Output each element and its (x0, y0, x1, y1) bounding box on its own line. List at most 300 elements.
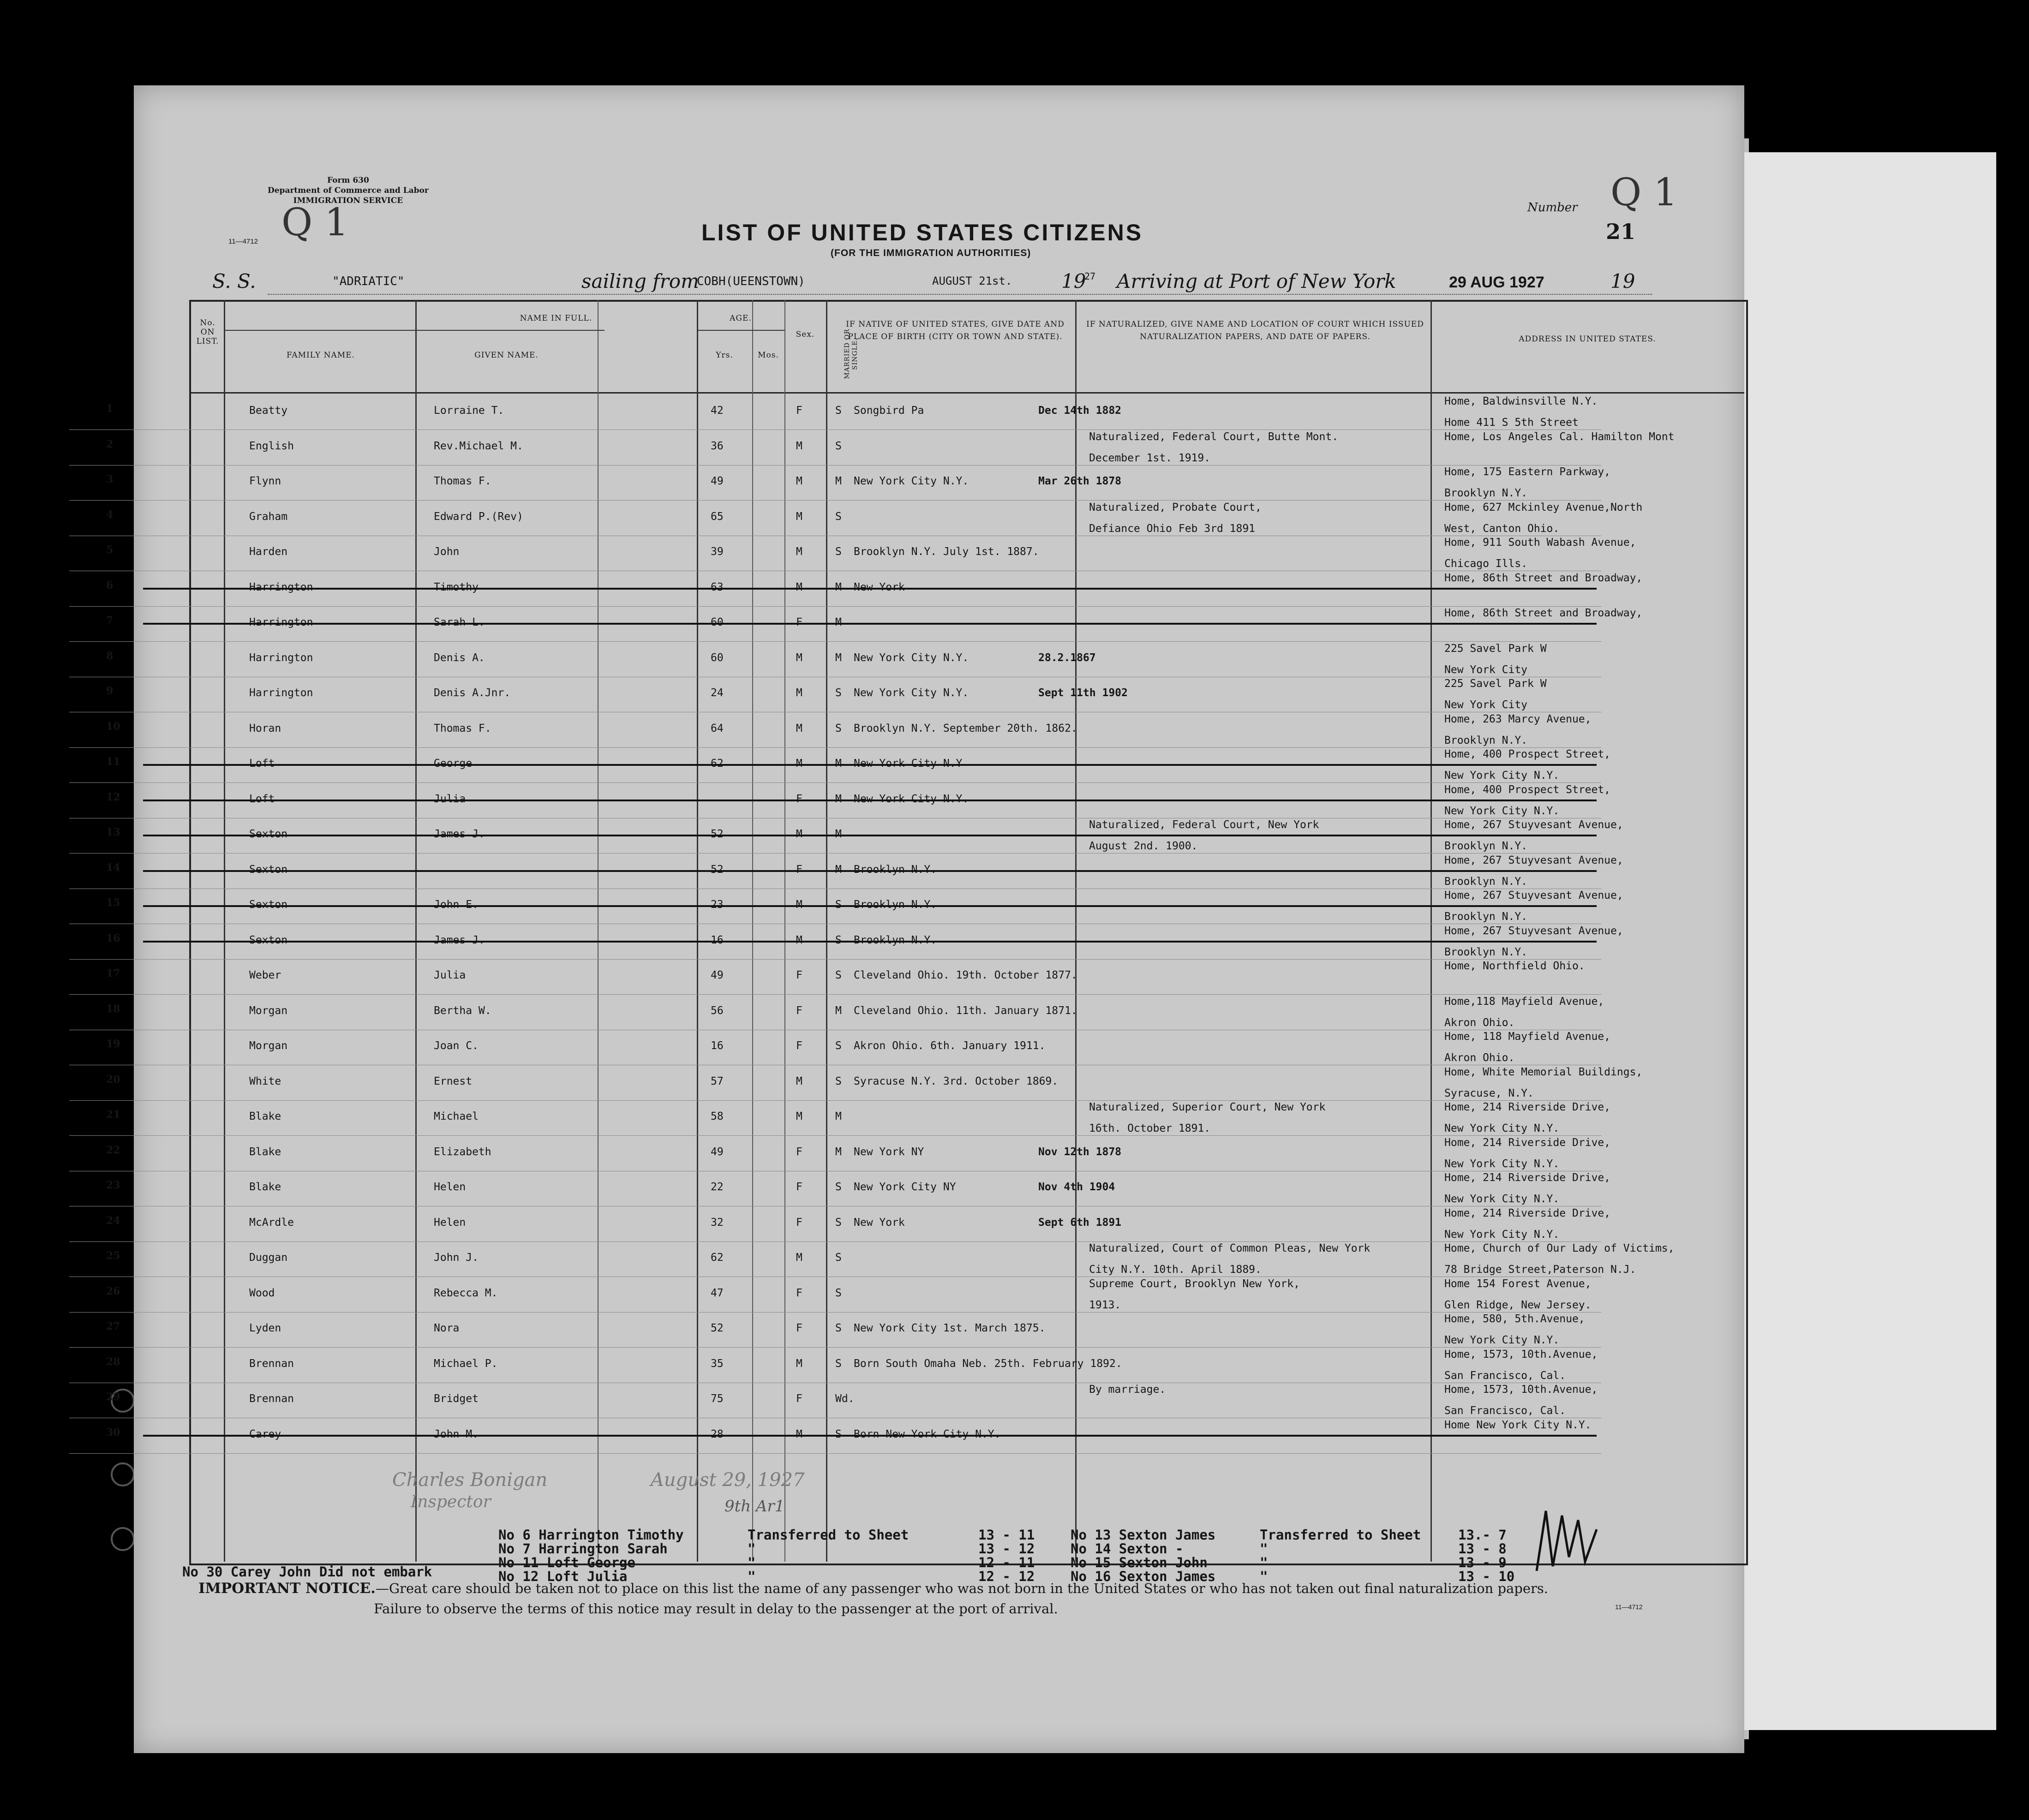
page-subtitle: (FOR THE IMMIGRATION AUTHORITIES) (831, 248, 1031, 258)
marital-status: S (835, 510, 842, 523)
notice-line-2: Failure to observe the terms of this notice may result in delay to the passenger at the port of arrival. (374, 1601, 1058, 1617)
given-name: Julia (434, 793, 466, 805)
list-number: 18 (106, 1002, 120, 1015)
officer-signature-mark (1527, 1502, 1601, 1575)
birth-place: Born South Omaha Neb. 25th. February 1892. (854, 1357, 1122, 1370)
family-name: Loft (249, 758, 275, 770)
year-prefix-2: 19 (1610, 270, 1635, 292)
sex: F (796, 1146, 802, 1158)
list-number: 3 (106, 473, 114, 485)
header-age: AGE. (730, 314, 752, 323)
given-name: Lorraine T. (434, 405, 504, 417)
list-number: 17 (106, 967, 120, 979)
marital-status: M (835, 828, 842, 840)
strike-through-line (143, 870, 1597, 872)
marital-status: S (835, 1322, 842, 1334)
marital-status: M (835, 1110, 842, 1122)
family-name: Blake (249, 1146, 281, 1158)
form-number: Form 630 (327, 176, 369, 185)
age-years: 42 (711, 405, 724, 417)
family-name: Harrington (249, 651, 313, 664)
marital-status: S (835, 687, 842, 699)
list-number: 25 (106, 1250, 120, 1262)
age-years: 52 (711, 828, 724, 840)
family-name: Duggan (249, 1252, 288, 1264)
given-name: John E. (434, 899, 479, 911)
page-title: LIST OF UNITED STATES CITIZENS (701, 220, 1143, 245)
naturalization: Naturalized, Court of Common Pleas, New York (1089, 1242, 1371, 1254)
list-number: 6 (106, 579, 114, 591)
birth-date: Dec 14th 1882 (1038, 405, 1122, 417)
birth-place: Brooklyn N.Y. (854, 934, 937, 946)
address-line-1: Home, 214 Riverside Drive, (1444, 1101, 1611, 1113)
sex: M (796, 475, 802, 487)
list-number: 8 (106, 650, 114, 662)
table-row (69, 1383, 1601, 1418)
age-years: 49 (711, 1146, 724, 1158)
naturalization: Naturalized, Federal Court, New York (1089, 819, 1319, 831)
sex: F (796, 1322, 802, 1334)
table-row (69, 1418, 1601, 1454)
transfer-label: " (748, 1555, 756, 1570)
table-row (69, 959, 1601, 995)
transfer-sheet: 13 - 8 (1458, 1541, 1507, 1557)
address-line-1: Home, 86th Street and Broadway, (1444, 607, 1643, 619)
birth-place: Syracuse N.Y. 3rd. October 1869. (854, 1075, 1059, 1087)
address-line-1: Home, Church of Our Lady of Victims, (1444, 1242, 1675, 1254)
address-line-2: Brooklyn N.Y. (1444, 487, 1528, 499)
address-line-2: Brooklyn N.Y. (1444, 911, 1528, 923)
marital-status: S (835, 1040, 842, 1052)
address-line-2: New York City N.Y. (1444, 1334, 1560, 1346)
birth-place: New York (854, 1216, 905, 1229)
address-line-1: Home, 400 Prospect Street, (1444, 783, 1611, 796)
table-row (69, 747, 1611, 783)
table-row (69, 571, 1643, 607)
address-line-1: Home, 267 Stuyvesant Avenue, (1444, 854, 1623, 866)
sex: M (796, 1110, 802, 1122)
birth-place: Born New York City N.Y. (854, 1428, 1001, 1440)
sheet-number: 21 (1606, 219, 1636, 244)
address-line-2: Brooklyn N.Y. (1444, 946, 1528, 958)
transfer-sheet: 12 - 11 (978, 1555, 1035, 1570)
family-name: White (249, 1075, 281, 1087)
year-prefix: 19 (1061, 270, 1086, 292)
table-row (69, 1348, 1601, 1383)
address-line-2: Syracuse, N.Y. (1444, 1087, 1534, 1099)
marital-status: S (835, 1181, 842, 1193)
marital-status: S (835, 440, 842, 452)
age-years: 28 (711, 1428, 724, 1440)
family-name: Graham (249, 510, 288, 523)
age-years: 24 (711, 687, 724, 699)
arriving-label: Arriving at Port of New York (1117, 270, 1396, 292)
address-line-2: Chicago Ills. (1444, 558, 1528, 570)
header-list-number: No. ON LIST. (196, 318, 219, 346)
inspector-note: 9th Ar1 (724, 1497, 785, 1516)
marital-status: M (835, 863, 842, 876)
marital-status: S (835, 1252, 842, 1264)
given-name: Ernest (434, 1075, 473, 1087)
marital-status: S (835, 1216, 842, 1229)
table-row (69, 501, 1643, 536)
family-name: Lyden (249, 1322, 281, 1334)
naturalization-detail: August 2nd. 1900. (1089, 840, 1198, 852)
list-number: 2 (106, 438, 114, 450)
age-years: 56 (711, 1004, 724, 1017)
given-name: Bridget (434, 1393, 479, 1405)
list-number: 19 (106, 1038, 120, 1050)
marital-status: M (835, 793, 842, 805)
sex: F (796, 1287, 802, 1299)
age-years: 65 (711, 510, 724, 523)
family-name: English (249, 440, 294, 452)
inspector-signature: Charles Bonigan (392, 1469, 548, 1491)
table-row (69, 818, 1623, 853)
given-name: Denis A.Jnr. (434, 687, 511, 699)
family-name: Sexton (249, 863, 288, 876)
form-code: 11—4712 (228, 238, 258, 245)
address-line-1: Home, 118 Mayfield Avenue, (1444, 1031, 1611, 1043)
address-line-1: Home, 1573, 10th.Avenue, (1444, 1384, 1598, 1396)
family-name: Wood (249, 1287, 275, 1299)
footer-code: 11—4712 (1615, 1603, 1643, 1611)
family-name: Carey (249, 1428, 281, 1440)
age-years: 49 (711, 475, 724, 487)
sex: M (796, 1252, 802, 1264)
list-number: 24 (106, 1214, 120, 1227)
age-years: 35 (711, 1357, 724, 1370)
sex: F (796, 1004, 802, 1017)
table-row (69, 889, 1623, 924)
list-number: 26 (106, 1285, 120, 1297)
header-native-birth: IF NATIVE OF UNITED STATES, GIVE DATE AND PLACE OF BIRTH (CITY OR TOWN AND STATE). (846, 320, 1065, 341)
header-married-single: MARRIED OR SINGLE. (844, 328, 859, 379)
sex: F (796, 1393, 802, 1405)
no30-note: No 30 Carey John Did not embark (182, 1564, 432, 1580)
list-number: 4 (106, 508, 114, 521)
naturalization: Supreme Court, Brooklyn New York, (1089, 1277, 1300, 1290)
sex: M (796, 440, 802, 452)
list-number: 27 (106, 1320, 120, 1332)
marital-status: M (835, 581, 842, 593)
birth-place: New York City N.Y (854, 758, 963, 770)
table-row (69, 783, 1611, 818)
address-line-1: Home,118 Mayfield Avenue, (1444, 995, 1604, 1008)
naturalization-detail: 1913. (1089, 1299, 1121, 1311)
header-naturalized: IF NATURALIZED, GIVE NAME AND LOCATION OF COURT WHICH ISSUED NATURALIZATION PAPERS, AND DATE OF PAPERS. (1086, 320, 1424, 341)
transfer-label: " (1260, 1555, 1268, 1570)
age-years: 23 (711, 899, 724, 911)
birth-place: Brooklyn N.Y. (854, 899, 937, 911)
marital-status: S (835, 405, 842, 417)
table-row (69, 1206, 1611, 1242)
list-number: 20 (106, 1073, 120, 1086)
family-name: Weber (249, 969, 281, 981)
transfer-label: " (1260, 1541, 1268, 1557)
list-number: 14 (106, 861, 120, 874)
list-number: 11 (106, 756, 120, 768)
sex: F (796, 1216, 802, 1229)
address-line-1: Home, 214 Riverside Drive, (1444, 1172, 1611, 1184)
naturalization-detail: 16th. October 1891. (1089, 1122, 1211, 1134)
naturalization-detail: December 1st. 1919. (1089, 452, 1211, 464)
marital-status: M (835, 651, 842, 664)
family-name: Sexton (249, 828, 288, 840)
important-notice (198, 1580, 1548, 1597)
given-name: Thomas F. (434, 722, 491, 734)
transfer-sheet: 13 - 12 (978, 1541, 1035, 1557)
address-line-1: Home, 214 Riverside Drive, (1444, 1136, 1611, 1149)
birth-date: Nov 4th 1904 (1038, 1181, 1115, 1193)
given-name: Timothy (434, 581, 479, 593)
adjacent-page (1735, 152, 1996, 1730)
header-given-name: GIVEN NAME. (474, 351, 539, 360)
table-row (69, 677, 1601, 712)
sex: M (796, 687, 802, 699)
address-line-2: Brooklyn N.Y. (1444, 875, 1528, 888)
table-row (69, 1030, 1611, 1065)
arrival-date-stamp: 29 AUG 1927 (1449, 274, 1544, 291)
header-years: Yrs. (716, 351, 733, 360)
sex: M (796, 546, 802, 558)
given-name: Rebecca M. (434, 1287, 498, 1299)
table-row (69, 712, 1601, 748)
address-line-1: Home 154 Forest Avenue, (1444, 1277, 1592, 1290)
list-number: 15 (106, 897, 120, 909)
birth-date: Mar 26th 1878 (1038, 475, 1122, 487)
address-line-2: Glen Ridge, New Jersey. (1444, 1299, 1592, 1311)
age-years: 75 (711, 1393, 724, 1405)
address-line-2: New York City N.Y. (1444, 770, 1560, 782)
address-line-2: New York City N.Y. (1444, 1193, 1560, 1205)
notice-line-1: —Great care should be taken not to place on this list the name of any passenger who was not born in the United States or who has not taken out final naturalization papers. (375, 1581, 1548, 1596)
age-years: 32 (711, 1216, 724, 1229)
naturalization: Naturalized, Federal Court, Butte Mont. (1089, 430, 1339, 443)
given-name: Edward P.(Rev) (434, 510, 523, 523)
address-line-1: Home, 267 Stuyvesant Avenue, (1444, 925, 1623, 937)
table-row (69, 1136, 1611, 1171)
transfer-passenger: No 14 Sexton - (1071, 1541, 1184, 1557)
birth-place: New York City NY (854, 1181, 956, 1193)
list-number: 16 (106, 932, 120, 944)
given-name: Bertha W. (434, 1004, 491, 1017)
strike-through-line (143, 941, 1597, 943)
strike-through-line (143, 1435, 1597, 1437)
binder-hole (111, 1527, 135, 1551)
header-months: Mos. (758, 351, 779, 360)
birth-place: Cleveland Ohio. 11th. January 1871. (854, 1004, 1077, 1017)
header-address: ADDRESS IN UNITED STATES. (1519, 334, 1656, 344)
age-years: 52 (711, 863, 724, 876)
department-name: Department of Commerce and Labor (268, 186, 429, 195)
list-number: 13 (106, 826, 120, 838)
sex: M (796, 758, 802, 770)
table-row (69, 536, 1636, 571)
given-name: Helen (434, 1181, 466, 1193)
sailing-label: sailing from (581, 270, 699, 292)
family-name: Blake (249, 1181, 281, 1193)
birth-place: Akron Ohio. 6th. January 1911. (854, 1040, 1046, 1052)
address-line-1: Home, 1573, 10th.Avenue, (1444, 1348, 1598, 1361)
strike-through-line (143, 800, 1597, 801)
address-line-1: Home, Baldwinsville N.Y. (1444, 395, 1598, 407)
sex: M (796, 1428, 802, 1440)
transfer-label: Transferred to Sheet (748, 1527, 909, 1543)
sex: M (796, 722, 802, 734)
address-line-2: New York City (1444, 663, 1528, 676)
transfer-sheet: 13 - 11 (978, 1527, 1035, 1543)
age-years: 57 (711, 1075, 724, 1087)
table-row (69, 995, 1604, 1030)
transfer-passenger: No 13 Sexton James (1071, 1527, 1216, 1543)
marital-status: S (835, 934, 842, 946)
list-number: 22 (106, 1144, 120, 1156)
naturalization-detail: Defiance Ohio Feb 3rd 1891 (1089, 522, 1256, 535)
family-name: Sexton (249, 899, 288, 911)
list-number: 7 (106, 615, 114, 627)
birth-place: Brooklyn N.Y. (854, 863, 937, 876)
age-years: 47 (711, 1287, 724, 1299)
family-name: Brennan (249, 1357, 294, 1370)
transfer-sheet: 12 - 12 (978, 1569, 1035, 1584)
address-line-1: Home, 267 Stuyvesant Avenue, (1444, 889, 1623, 901)
list-number: 10 (106, 720, 120, 733)
family-name: Morgan (249, 1040, 288, 1052)
family-name: Beatty (249, 405, 288, 417)
address-line-1: Home, 911 South Wabash Avenue, (1444, 537, 1636, 549)
naturalization: By marriage. (1089, 1384, 1166, 1396)
family-name: Harrington (249, 581, 313, 593)
age-years: 52 (711, 1322, 724, 1334)
manifest-sheet (106, 85, 1744, 1753)
address-line-1: Home, 267 Stuyvesant Avenue, (1444, 819, 1623, 831)
sex: F (796, 405, 802, 417)
sex: M (796, 899, 802, 911)
birth-date: Nov 12th 1878 (1038, 1146, 1122, 1158)
family-name: Horan (249, 722, 281, 734)
table-row (69, 924, 1623, 960)
table-row (69, 394, 1601, 430)
address-line-2: Akron Ohio. (1444, 1016, 1515, 1029)
family-name: Harrington (249, 616, 313, 628)
list-number: 29 (106, 1391, 120, 1403)
binder-hole (111, 1462, 135, 1486)
marital-status: M (835, 1004, 842, 1017)
sex: F (796, 793, 802, 805)
address-line-2: 78 Bridge Street,Paterson N.J. (1444, 1264, 1636, 1276)
address-line-1: Home, 214 Riverside Drive, (1444, 1207, 1611, 1219)
given-name: George (434, 758, 473, 770)
age-years: 60 (711, 651, 724, 664)
age-years: 62 (711, 758, 724, 770)
header-sex: Sex. (796, 330, 815, 339)
voyage-line (212, 270, 1735, 302)
table-row (69, 1065, 1643, 1101)
given-name: Rev.Michael M. (434, 440, 523, 452)
transfer-passenger: No 11 Loft George (498, 1555, 635, 1570)
table-row (69, 606, 1643, 642)
family-name: Flynn (249, 475, 281, 487)
year-suffix: 27 (1084, 271, 1096, 282)
age-years: 64 (711, 722, 724, 734)
transfer-label: Transferred to Sheet (1260, 1527, 1421, 1543)
marital-status: S (835, 1075, 842, 1087)
sex: F (796, 969, 802, 981)
departure-port: COBH(UEENSTOWN) (697, 274, 805, 288)
header-name-in-full: NAME IN FULL. (520, 314, 593, 323)
age-years: 36 (711, 440, 724, 452)
transfer-passenger: No 12 Loft Julia (498, 1569, 628, 1584)
table-row (69, 1100, 1611, 1136)
sex: M (796, 581, 802, 593)
birth-date: Sept 11th 1902 (1038, 687, 1128, 699)
handwritten-list-mark: Q 1 (281, 201, 349, 245)
list-number: 30 (106, 1426, 120, 1438)
naturalization-detail: City N.Y. 10th. April 1889. (1089, 1264, 1262, 1276)
marital-status: S (835, 722, 842, 734)
transfer-passenger: No 6 Harrington Timothy (498, 1527, 684, 1543)
transfer-label: " (1260, 1569, 1268, 1584)
naturalization: Naturalized, Probate Court, (1089, 501, 1262, 513)
age-years: 62 (711, 1252, 724, 1264)
marital-status: S (835, 969, 842, 981)
sex: M (796, 651, 802, 664)
marital-status: S (835, 546, 842, 558)
birth-place: New York NY (854, 1146, 924, 1158)
birth-place: New York City N.Y. (854, 687, 969, 699)
list-number: 1 (106, 403, 114, 415)
family-name: Blake (249, 1110, 281, 1122)
marital-status: M (835, 758, 842, 770)
ss-label: S. S. (212, 270, 256, 292)
birth-place: New York City N.Y. (854, 475, 969, 487)
address-line-2: New York City N.Y. (1444, 805, 1560, 817)
birth-date: Sept 6th 1891 (1038, 1216, 1122, 1229)
service-name: IMMIGRATION SERVICE (293, 196, 403, 205)
list-number: 21 (106, 1109, 120, 1121)
sex: M (796, 934, 802, 946)
table-row (69, 430, 1675, 465)
age-years: 16 (711, 1040, 724, 1052)
given-name: Denis A. (434, 651, 485, 664)
given-name: Helen (434, 1216, 466, 1229)
birth-place: Brooklyn N.Y. September 20th. 1862. (854, 722, 1077, 734)
sex: F (796, 1040, 802, 1052)
address-line-1: Home, 400 Prospect Street, (1444, 748, 1611, 760)
handwritten-number-mark: Q 1 (1610, 171, 1678, 215)
family-name: Morgan (249, 1004, 288, 1017)
table-row (69, 1241, 1675, 1277)
address-line-2: New York City N.Y. (1444, 1122, 1560, 1134)
address-line-2: San Francisco, Cal. (1444, 1405, 1566, 1417)
given-name: John J. (434, 1252, 479, 1264)
given-name: Julia (434, 969, 466, 981)
notice-label: IMPORTANT NOTICE. (198, 1580, 376, 1597)
age-years: 49 (711, 969, 724, 981)
given-name: Michael P. (434, 1357, 498, 1370)
given-name: Thomas F. (434, 475, 491, 487)
marital-status: S (835, 1287, 842, 1299)
address-line-2: Brooklyn N.Y. (1444, 840, 1528, 852)
list-number: 5 (106, 544, 114, 556)
address-line-1: Home New York City N.Y. (1444, 1419, 1592, 1431)
birth-place: New York City 1st. March 1875. (854, 1322, 1046, 1334)
list-number: 9 (106, 685, 114, 697)
marital-status: M (835, 616, 842, 628)
age-years: 16 (711, 934, 724, 946)
strike-through-line (143, 588, 1597, 590)
